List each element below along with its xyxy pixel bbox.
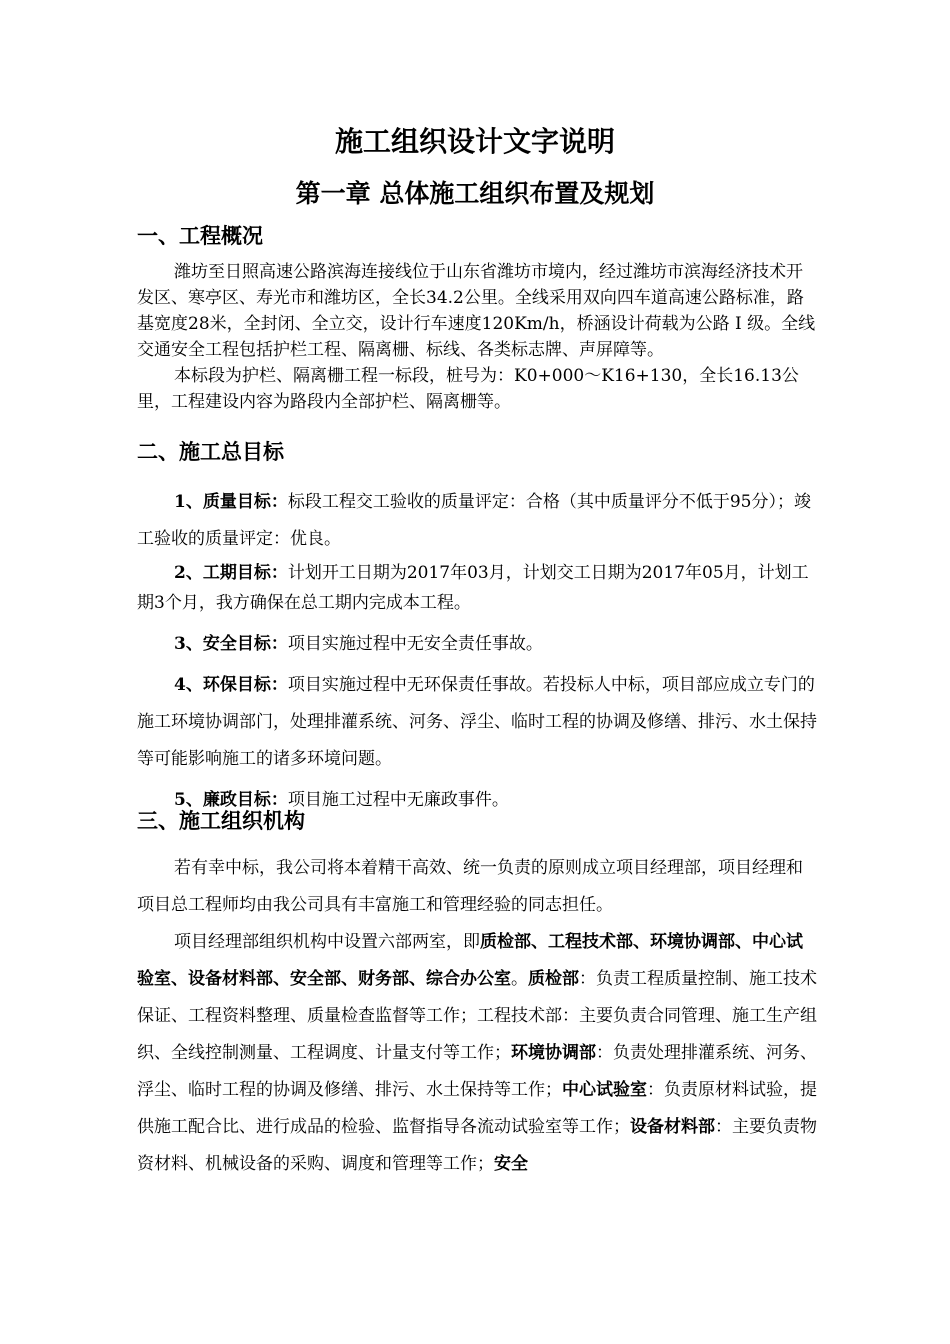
- section-heading-overview: 一、工程概况: [137, 223, 263, 248]
- departments-intro: 项目经理部组织机构中设置六部两室，即: [174, 932, 480, 952]
- organization-paragraph: 若有幸中标，我公司将本着精干高效、统一负责的原则成立项目经理部，项目经理和项目总工程师均由我公司具有丰富施工和管理经验的同志担任。: [137, 858, 803, 915]
- dept-text-equipment: ：主要负责物资材料、机械设备的采购、调度和管理等工作；: [137, 1117, 817, 1174]
- dept-label-safety: 安全: [494, 1154, 528, 1174]
- departments-list: 质检部、工程技术部、环境协调部、中心试验室、设备材料部、安全部、财务部、综合办公室: [137, 932, 803, 989]
- objective-text: 项目实施过程中无安全责任事故。: [287, 634, 543, 654]
- overview-block: [137, 259, 817, 415]
- bid-section-paragraph: 本标段为护栏、隔离栅工程一标段，桩号为：K0+000～K16+130，全长16.13公里，工程建设内容为路段内全部护栏、隔离栅等。: [137, 366, 799, 412]
- dept-text-environment: ：负责处理排灌系统、河务、浮尘、临时工程的协调及修缮、排污、水土保持等工作；: [137, 1043, 817, 1100]
- dept-label-environment: 环境协调部: [511, 1043, 596, 1063]
- objective-schedule: [137, 558, 817, 618]
- document-title: 施工组织设计文字说明: [334, 125, 615, 158]
- overview-paragraph: 潍坊至日照高速公路滨海连接线位于山东省潍坊市境内，经过潍坊市滨海经济技术开发区、寒亭区、寿光市和潍坊区，全长34.2公里。全线采用双向四车道高速公路标准，路基宽度28米，全封闭、全立交，设计行车速度120Km/h，桥涵设计荷载为公路 I 级。全线交通安全工程包括护栏工程、隔离栅、标线、各类标志牌、声屏障等。: [137, 262, 816, 360]
- departments-paragraph: 项目经理部组织机构中设置六部两室，即质检部、工程技术部、环境协调部、中心试验室、设备材料部、安全部、财务部、综合办公室。质检部：负责工程质量控制、施工技术保证、工程资料整理、质量检查监督等工作；工程技术部：主要负责合同管理、施工生产组织、全线控制测量、工程调度、计量支付等工作；环境协调部：负责处理排灌系统、河务、浮尘、临时工程的协调及修缮、排污、水土保持等工作；中心试验室：负责原材料试验，提供施工配合比、进行成品的检验、监督指导各流动试验室等工作；设备材料部：主要负责物资材料、机械设备的采购、调度和管理等工作；安全: [137, 932, 817, 1174]
- section-heading-objectives: 二、施工总目标: [137, 439, 284, 464]
- objective-label: 3、安全目标：: [174, 634, 288, 654]
- objective-safety: [137, 626, 817, 663]
- dept-label-lab: 中心试验室: [562, 1080, 647, 1100]
- objective-label: 1、质量目标：: [174, 492, 288, 512]
- objective-label: 5、廉政目标：: [174, 790, 288, 810]
- objective-quality: [137, 484, 817, 558]
- dept-label-quality: 质检部: [528, 969, 579, 989]
- objective-label: 2、工期目标：: [174, 563, 288, 583]
- objectives-block: [137, 484, 817, 819]
- objective-text: 项目实施过程中无环保责任事故。若投标人中标，项目部应成立专门的施工环境协调部门，处理排灌系统、河务、浮尘、临时工程的协调及修缮、排污、水土保持等可能影响施工的诸多环境问题。: [137, 675, 817, 769]
- objective-text: 项目施工过程中无廉政事件。: [287, 790, 509, 810]
- dept-label-equipment: 设备材料部: [630, 1117, 715, 1137]
- dept-text-lab: ：负责原材料试验，提供施工配合比、进行成品的检验、监督指导各流动试验室等工作；: [137, 1080, 817, 1137]
- objective-label: 4、环保目标：: [174, 675, 288, 695]
- section-heading-organization: 三、施工组织机构: [137, 808, 305, 833]
- organization-block: [137, 850, 817, 1183]
- dept-text-quality: ：负责工程质量控制、施工技术保证、工程资料整理、质量检查监督等工作；工程技术部：主要负责合同管理、施工生产组织、全线控制测量、工程调度、计量支付等工作；: [137, 969, 817, 1063]
- objective-environment: [137, 667, 817, 778]
- objective-text: 计划开工日期为2017年03月，计划交工日期为2017年05月，计划工期3个月，我方确保在总工期内完成本工程。: [137, 563, 809, 613]
- objective-text: 标段工程交工验收的质量评定：合格（其中质量评分不低于95分）；竣工验收的质量评定：优良。: [137, 492, 811, 549]
- chapter-title: 第一章 总体施工组织布置及规划: [295, 179, 655, 208]
